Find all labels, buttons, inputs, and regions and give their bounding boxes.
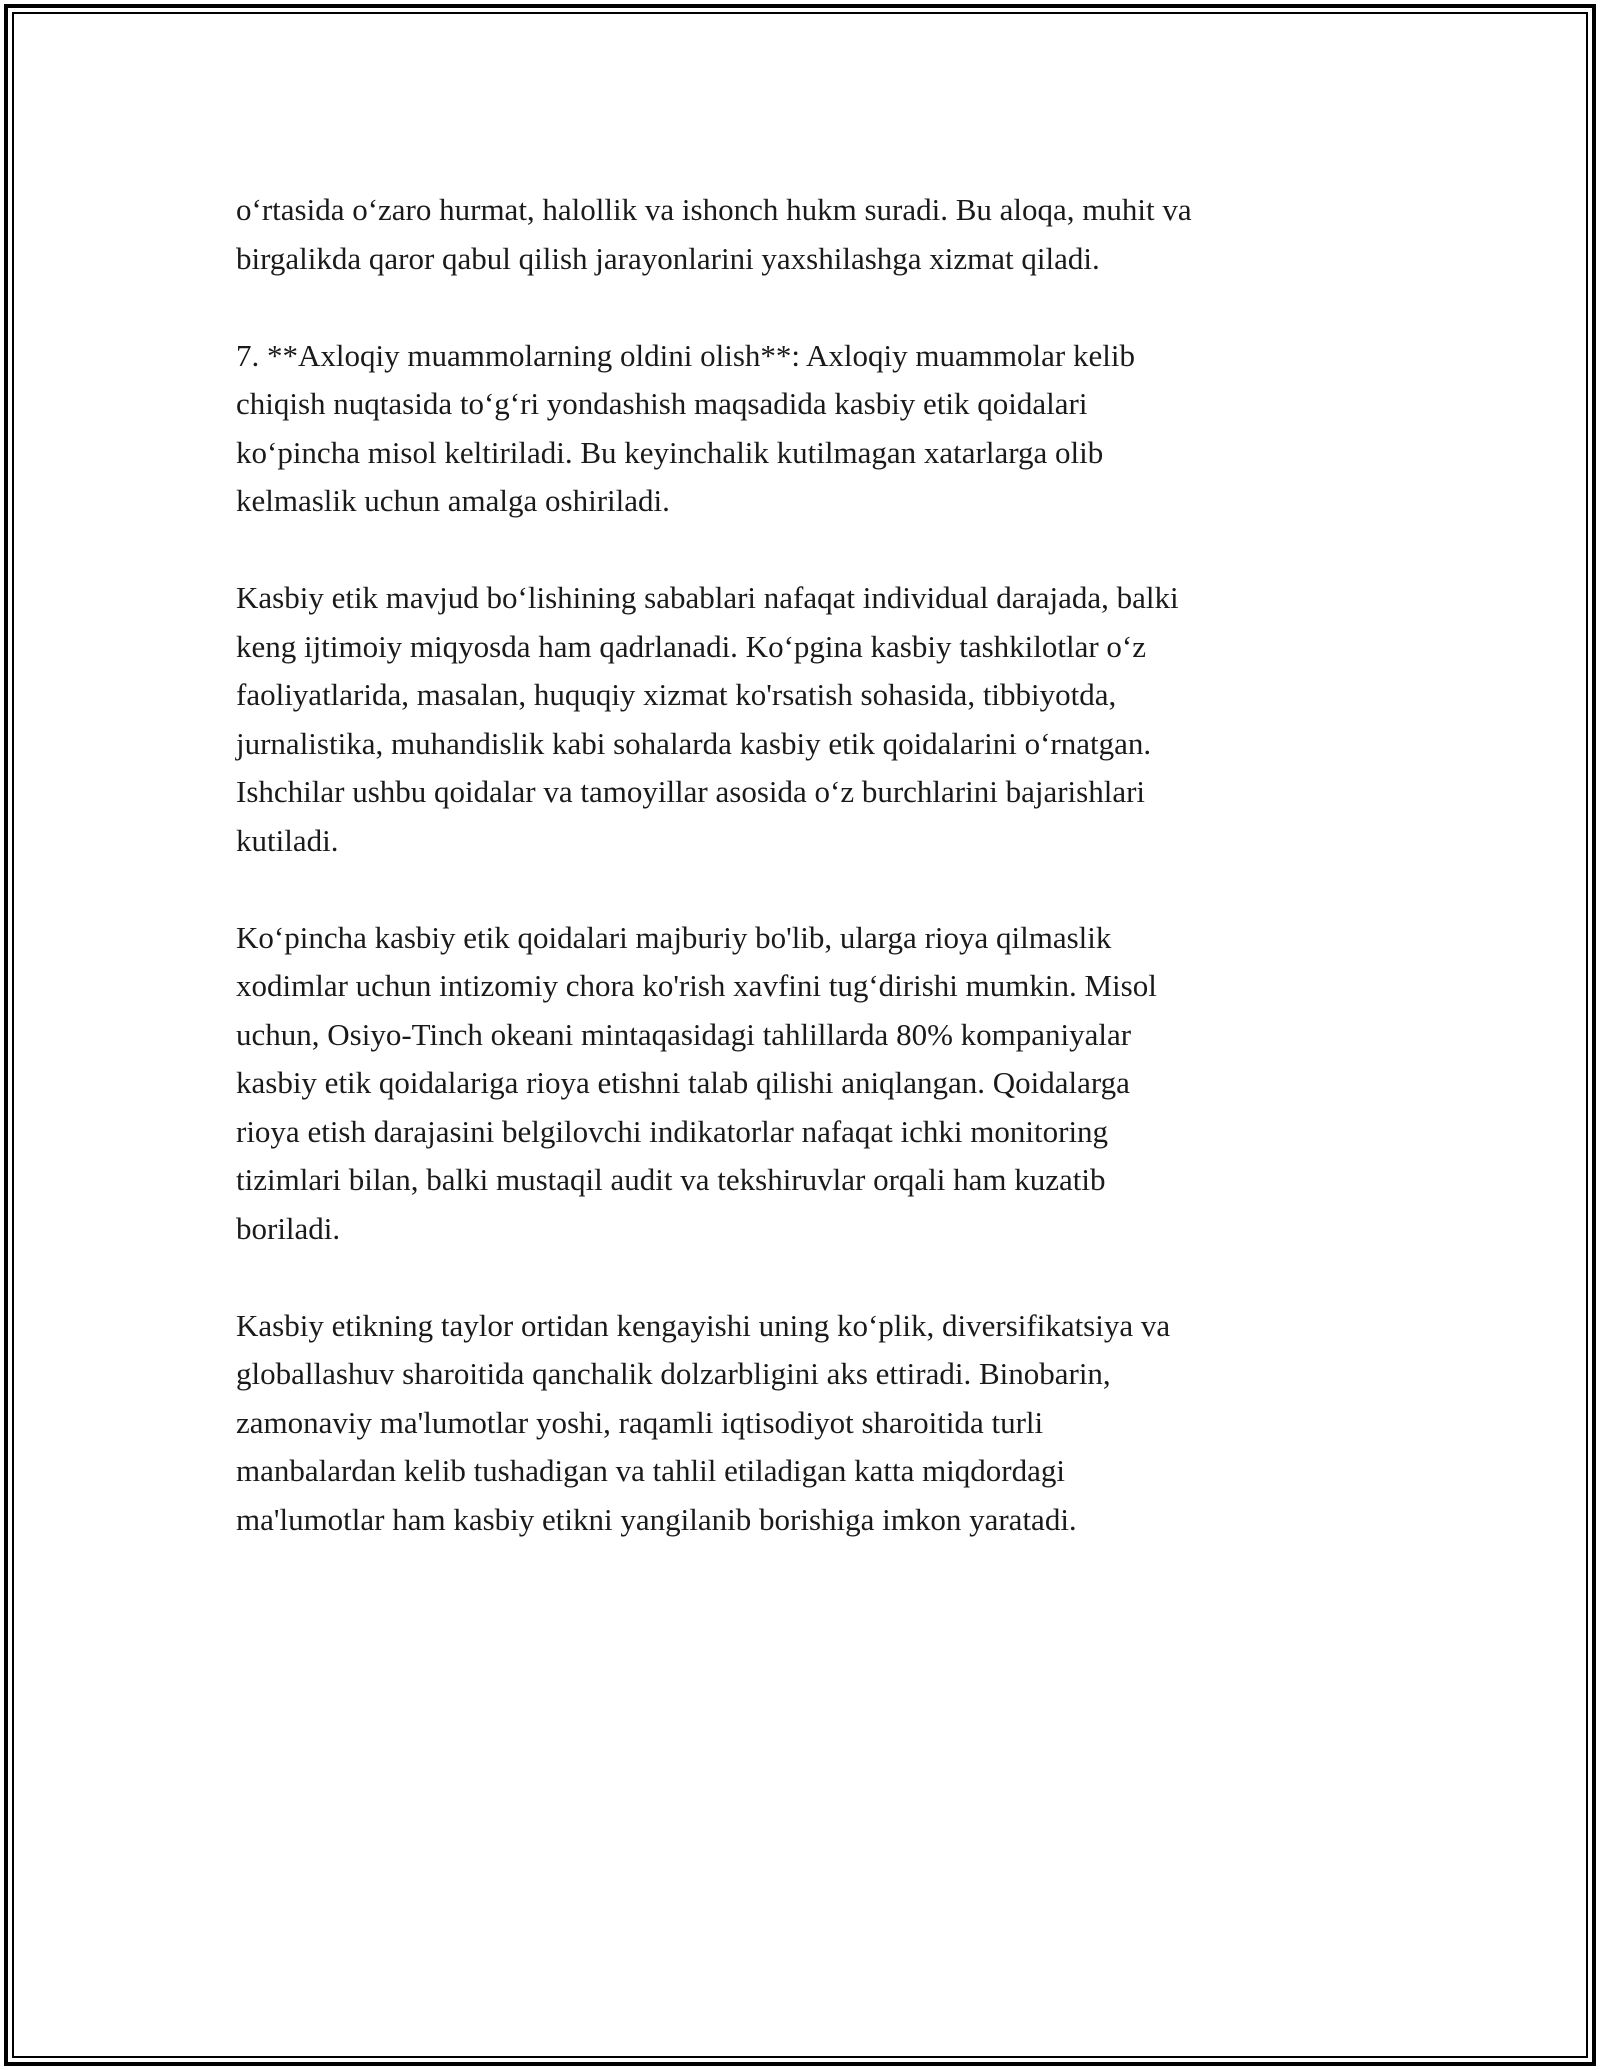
paragraph-1 xyxy=(236,186,1416,283)
text-line: chiqish nuqtasida to‘g‘ri yondashish maqsadida kasbiy etik qoidalari xyxy=(236,386,1088,421)
text-line: kasbiy etik qoidalariga rioya etishni talab qilishi aniqlangan. Qoidalarga xyxy=(236,1065,1130,1100)
text-line: zamonaviy ma'lumotlar yoshi, raqamli iqtisodiyot sharoitida turli xyxy=(236,1404,1044,1440)
text-line: ko‘pincha misol keltiriladi. Bu keyinchalik kutilmagan xatarlarga olib xyxy=(236,434,1104,470)
text-line: rioya etish darajasini belgilovchi indikatorlar nafaqat ichki monitoring xyxy=(236,1113,1109,1149)
text-line: globallashuv sharoitida qanchalik dolzarbligini aks ettiradi. Binobarin, xyxy=(236,1356,1111,1391)
text-line: boriladi. xyxy=(236,1210,341,1246)
text-line: 7. **Axloqiy muammolarning oldini olish**: Axloqiy muammolar kelib xyxy=(236,337,1135,373)
document-body xyxy=(236,186,1416,1593)
text-line: keng ijtimoiy miqyosda ham qadrlanadi. Ko‘pgina kasbiy tashkilotlar o‘z xyxy=(236,628,1147,664)
text-line: birgalikda qaror qabul qilish jarayonlarini yaxshilashga xizmat qiladi. xyxy=(236,240,1100,276)
text-line: faoliyatlarida, masalan, huquqiy xizmat ko'rsatish sohasida, tibbiyotda, xyxy=(236,677,1117,712)
text-line: manbalardan kelib tushadigan va tahlil etiladigan katta miqdordagi xyxy=(236,1453,1065,1488)
paragraph-3 xyxy=(236,574,1416,865)
text-line: kelmaslik uchun amalga oshiriladi. xyxy=(236,483,670,518)
text-line: Ko‘pincha kasbiy etik qoidalari majburiy bo'lib, ularga rioya qilmaslik xyxy=(236,919,1112,955)
text-line: jurnalistika, muhandislik kabi sohalarda kasbiy etik qoidalarini o‘rnatgan. xyxy=(236,725,1152,761)
text-line: Ishchilar ushbu qoidalar va tamoyillar asosida o‘z burchlarini bajarishlari xyxy=(236,774,1146,809)
text-line: kutiladi. xyxy=(236,822,339,858)
paragraph-5 xyxy=(236,1302,1416,1545)
text-line: Kasbiy etikning taylor ortidan kengayishi uning ko‘plik, diversifikatsiya va xyxy=(236,1307,1171,1343)
paragraph-2 xyxy=(236,332,1416,526)
text-line: o‘rtasida o‘zaro hurmat, halollik va ishonch hukm suradi. Bu aloqa, muhit va xyxy=(236,192,1192,227)
paragraph-4 xyxy=(236,914,1416,1254)
text-line: Kasbiy etik mavjud bo‘lishining sabablari nafaqat individual darajada, balki xyxy=(236,580,1179,615)
text-line: ma'lumotlar ham kasbiy etikni yangilanib borishiga imkon yaratadi. xyxy=(236,1501,1077,1537)
text-line: tizimlari bilan, balki mustaqil audit va tekshiruvlar orqali ham kuzatib xyxy=(236,1162,1106,1197)
text-line: uchun, Osiyo-Tinch okeani mintaqasidagi tahlillarda 80% kompaniyalar xyxy=(236,1016,1132,1052)
text-line: xodimlar uchun intizomiy chora ko'rish xavfini tug‘dirishi mumkin. Misol xyxy=(236,968,1157,1003)
